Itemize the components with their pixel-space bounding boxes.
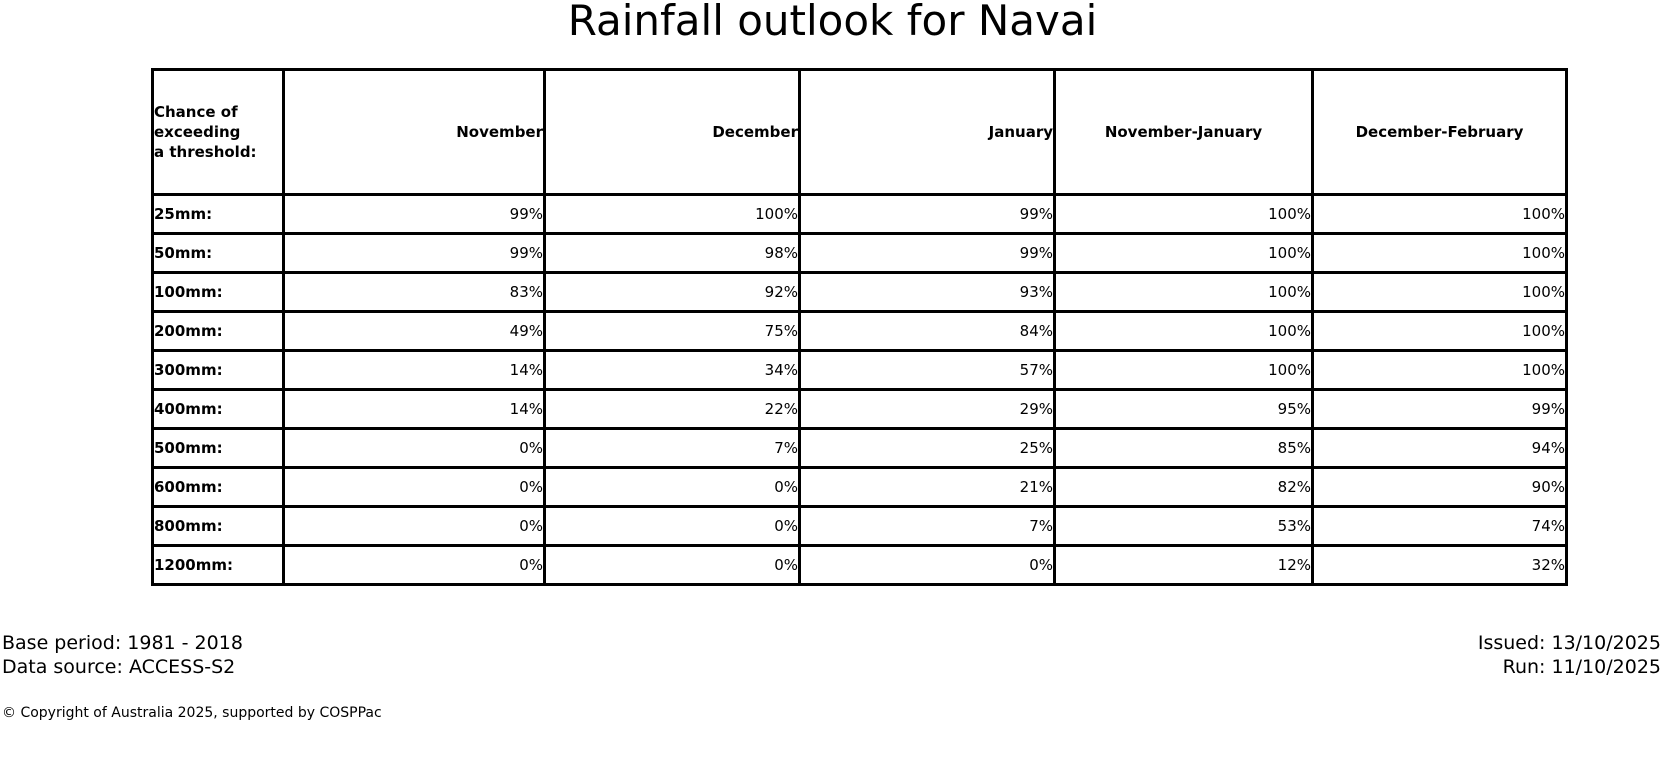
table-row bbox=[153, 390, 1567, 429]
cell-value: 100% bbox=[1055, 351, 1313, 390]
cell-value: 100% bbox=[1313, 195, 1567, 234]
cell-value: 99% bbox=[284, 195, 545, 234]
cell-value: 7% bbox=[545, 429, 800, 468]
cell-value: 100% bbox=[1313, 312, 1567, 351]
row-label: 50mm: bbox=[153, 234, 284, 273]
row-label: 200mm: bbox=[153, 312, 284, 351]
row-label: 500mm: bbox=[153, 429, 284, 468]
cell-value: 49% bbox=[284, 312, 545, 351]
base-period-text: Base period: 1981 - 2018 bbox=[2, 632, 243, 654]
threshold-header-line3: a threshold: bbox=[154, 143, 257, 162]
row-label: 400mm: bbox=[153, 390, 284, 429]
cell-value: 7% bbox=[800, 507, 1055, 546]
cell-value: 25% bbox=[800, 429, 1055, 468]
cell-value: 100% bbox=[1313, 234, 1567, 273]
cell-value: 99% bbox=[800, 234, 1055, 273]
cell-value: 53% bbox=[1055, 507, 1313, 546]
cell-value: 0% bbox=[800, 546, 1055, 585]
table-row bbox=[153, 273, 1567, 312]
cell-value: 94% bbox=[1313, 429, 1567, 468]
row-label: 1200mm: bbox=[153, 546, 284, 585]
column-header-december: December bbox=[545, 70, 800, 195]
table-row bbox=[153, 429, 1567, 468]
table-body bbox=[153, 195, 1567, 585]
cell-value: 0% bbox=[545, 546, 800, 585]
copyright-text: © Copyright of Australia 2025, supported by COSPPac bbox=[2, 705, 382, 721]
threshold-header-line2: exceeding bbox=[154, 122, 241, 141]
cell-value: 57% bbox=[800, 351, 1055, 390]
table-row bbox=[153, 468, 1567, 507]
cell-value: 74% bbox=[1313, 507, 1567, 546]
run-date-text: Run: 11/10/2025 bbox=[1502, 655, 1661, 678]
row-label: 300mm: bbox=[153, 351, 284, 390]
table-header bbox=[153, 70, 1567, 195]
column-header-november-january: November-January bbox=[1055, 70, 1313, 195]
row-label: 100mm: bbox=[153, 273, 284, 312]
data-source-text: Data source: ACCESS-S2 bbox=[2, 655, 236, 678]
cell-value: 85% bbox=[1055, 429, 1313, 468]
cell-value: 100% bbox=[1055, 312, 1313, 351]
cell-value: 100% bbox=[1313, 351, 1567, 390]
threshold-header bbox=[153, 70, 284, 195]
cell-value: 100% bbox=[1055, 195, 1313, 234]
cell-value: 100% bbox=[1313, 273, 1567, 312]
column-header-january: January bbox=[800, 70, 1055, 195]
cell-value: 0% bbox=[545, 507, 800, 546]
cell-value: 0% bbox=[284, 546, 545, 585]
cell-value: 22% bbox=[545, 390, 800, 429]
cell-value: 14% bbox=[284, 351, 545, 390]
table-row bbox=[153, 546, 1567, 585]
footer-right bbox=[1478, 632, 1661, 680]
header-row bbox=[153, 70, 1567, 195]
cell-value: 75% bbox=[545, 312, 800, 351]
row-label: 600mm: bbox=[153, 468, 284, 507]
cell-value: 0% bbox=[545, 468, 800, 507]
cell-value: 98% bbox=[545, 234, 800, 273]
cell-value: 90% bbox=[1313, 468, 1567, 507]
cell-value: 12% bbox=[1055, 546, 1313, 585]
threshold-header-line1: Chance of bbox=[154, 102, 238, 121]
cell-value: 14% bbox=[284, 390, 545, 429]
cell-value: 99% bbox=[800, 195, 1055, 234]
row-label: 25mm: bbox=[153, 195, 284, 234]
rainfall-outlook-table bbox=[151, 68, 1568, 586]
cell-value: 93% bbox=[800, 273, 1055, 312]
row-label: 800mm: bbox=[153, 507, 284, 546]
column-header-november: November bbox=[284, 70, 545, 195]
footer-left bbox=[2, 632, 243, 680]
cell-value: 0% bbox=[284, 429, 545, 468]
cell-value: 32% bbox=[1313, 546, 1567, 585]
cell-value: 92% bbox=[545, 273, 800, 312]
table-row bbox=[153, 195, 1567, 234]
table-row bbox=[153, 507, 1567, 546]
table-row bbox=[153, 234, 1567, 273]
cell-value: 95% bbox=[1055, 390, 1313, 429]
cell-value: 100% bbox=[1055, 273, 1313, 312]
cell-value: 21% bbox=[800, 468, 1055, 507]
table-row bbox=[153, 312, 1567, 351]
cell-value: 99% bbox=[1313, 390, 1567, 429]
cell-value: 84% bbox=[800, 312, 1055, 351]
cell-value: 82% bbox=[1055, 468, 1313, 507]
cell-value: 83% bbox=[284, 273, 545, 312]
table-row bbox=[153, 351, 1567, 390]
cell-value: 0% bbox=[284, 468, 545, 507]
cell-value: 0% bbox=[284, 507, 545, 546]
cell-value: 100% bbox=[545, 195, 800, 234]
cell-value: 29% bbox=[800, 390, 1055, 429]
issued-date-text: Issued: 13/10/2025 bbox=[1477, 632, 1661, 654]
column-header-december-february: December-February bbox=[1313, 70, 1567, 195]
outlook-table-container bbox=[151, 68, 1565, 586]
cell-value: 34% bbox=[545, 351, 800, 390]
cell-value: 100% bbox=[1055, 234, 1313, 273]
cell-value: 99% bbox=[284, 234, 545, 273]
page-title: Rainfall outlook for Navai bbox=[567, 0, 1098, 45]
